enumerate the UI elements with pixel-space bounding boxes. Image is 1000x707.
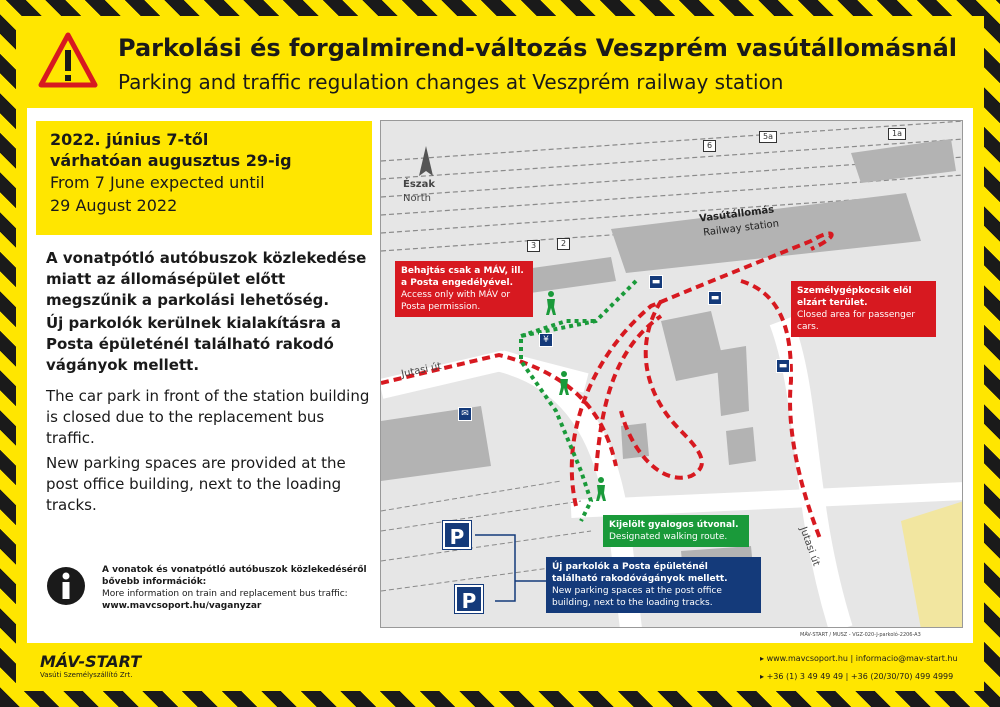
parking-sign-2: P — [455, 585, 483, 613]
track-2: 2 — [557, 238, 570, 250]
mav-start-logo — [40, 652, 141, 679]
contact-web[interactable]: www.mavcsoport.hu | informacio@mav-start.hu — [766, 654, 958, 663]
post-office-icon: ✉ — [458, 407, 472, 421]
north-arrow — [419, 146, 433, 176]
north-label-hu: Észak — [403, 179, 436, 190]
title-english: Parking and traffic regulation changes at Veszprém railway station — [118, 70, 784, 94]
info-en-paragraph1: The car park in front of the station building is closed due to the replacement bus traffic. — [46, 387, 370, 447]
station-label-en: Railway station — [702, 218, 780, 239]
bus-stop-icon: ▬ — [649, 275, 663, 289]
more-info-en: More information on train and replacement bus traffic: — [102, 589, 348, 599]
info-hu-paragraph1: A vonatpótló autóbuszok közlekedése miatt az állomásépület előtt megszűnik a parkolási lehetőség. — [46, 249, 367, 309]
station-label-hu: Vasútállomás — [698, 204, 775, 225]
date-box — [36, 121, 372, 235]
more-info — [102, 564, 372, 612]
date-en-line1: From 7 June expected until — [50, 173, 265, 192]
street-label-left: Jutasi út — [400, 360, 443, 381]
date-en-line2: 29 August 2022 — [50, 196, 178, 215]
station-map — [380, 120, 963, 628]
bus-stop-icon-2: ▬ — [708, 291, 722, 305]
warning-icon — [38, 32, 98, 88]
callout-access-en: Access only with MÁV or Posta permission. — [401, 290, 511, 312]
callout-access-hu: Behajtás csak a MÁV, ill. a Posta engedélyével. — [401, 266, 524, 288]
drink-icon: ¥ — [539, 333, 553, 347]
pedestrian-icon-2 — [557, 371, 571, 395]
info-en-paragraph2: New parking spaces are provided at the post office building, next to the loading tracks. — [46, 454, 346, 514]
logo-subtitle: Vasúti Személyszállító Zrt. — [40, 671, 133, 679]
callout-access — [395, 261, 533, 317]
pedestrian-icon-3 — [594, 477, 608, 501]
logo-text: MÁV-START — [40, 652, 142, 671]
callout-walking-hu: Kijelölt gyalogos útvonal. — [609, 520, 739, 530]
callout-closed-en: Closed area for passenger cars. — [797, 310, 916, 332]
info-text — [46, 248, 376, 520]
track-1a: 1a — [888, 128, 906, 140]
callout-walking-en: Designated walking route. — [609, 532, 728, 542]
callout-closed-hu: Személygépkocsik elől elzárt terület. — [797, 286, 912, 308]
callout-parking-hu: Új parkolók a Posta épületénél található rakodóvágányok mellett. — [552, 562, 728, 584]
callout-closed — [791, 281, 936, 337]
map-drawing — [381, 121, 963, 628]
more-info-hu: A vonatok és vonatpótló autóbuszok közlekedéséről bővebb információk: — [102, 565, 367, 587]
callout-parking — [546, 557, 761, 613]
callout-parking-en: New parking spaces at the post office building, next to the loading tracks. — [552, 586, 722, 608]
track-6: 6 — [703, 140, 716, 152]
credit-line: MÁV-START / MUSZ - VGZ-020-J-parkoló-2206-A3 — [800, 632, 921, 638]
pedestrian-icon — [544, 291, 558, 315]
track-5a: 5a — [759, 131, 777, 143]
title-hungarian: Parkolási és forgalmirend-változás Veszprém vasútállomásnál — [118, 34, 958, 62]
contact-info: ▸ www.mavcsoport.hu | informacio@mav-start.hu ▸ +36 (1) 3 49 49 49 | +36 (20/30/70) 499 4999 — [760, 654, 958, 681]
parking-connector — [475, 531, 555, 611]
north-label-en: North — [403, 193, 431, 204]
parking-sign-1: P — [443, 521, 471, 549]
contact-phone: +36 (1) 3 49 49 49 | +36 (20/30/70) 499 4999 — [766, 672, 954, 681]
bus-stop-icon-3: ▬ — [776, 359, 790, 373]
track-3: 3 — [527, 240, 540, 252]
more-info-url[interactable]: www.mavcsoport.hu/vaganyzar — [102, 601, 262, 611]
info-hu-paragraph2: Új parkolók kerülnek kialakításra a Posta épületénél található rakodó vágányok mellett. — [46, 314, 342, 374]
info-icon — [46, 566, 86, 606]
street-label-right: Jutasi út — [797, 525, 822, 568]
callout-walking — [603, 515, 749, 547]
date-hu-line2: várhatóan augusztus 29-ig — [50, 151, 292, 170]
date-hu-line1: 2022. június 7-től — [50, 130, 209, 149]
